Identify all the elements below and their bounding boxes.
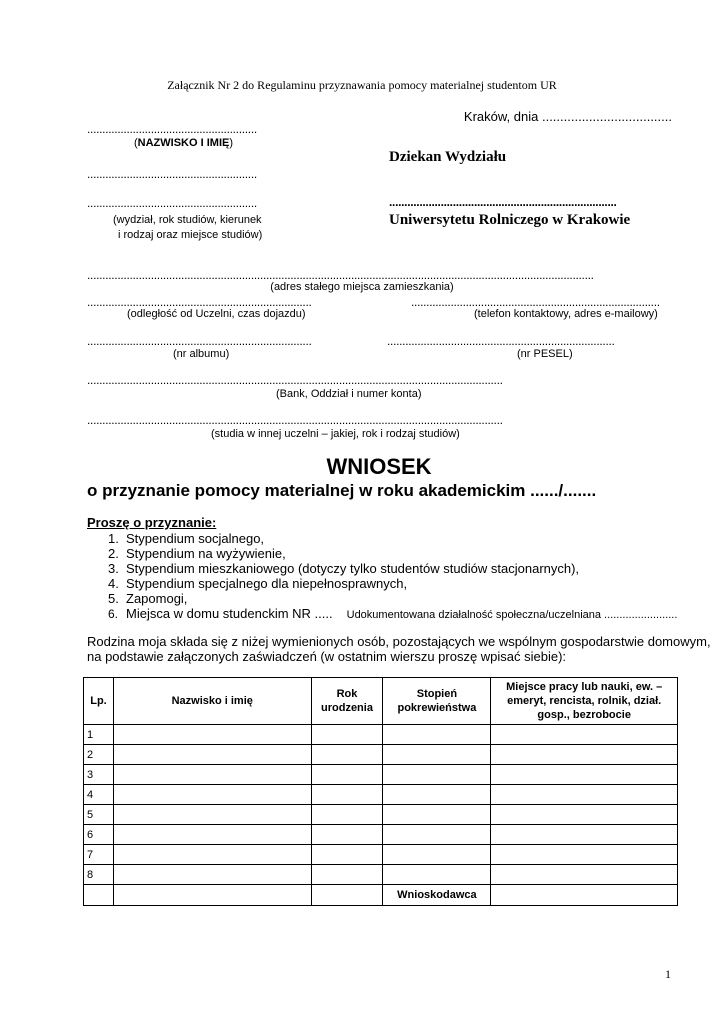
work-cell[interactable] — [491, 825, 678, 845]
row-number: 2 — [84, 745, 114, 765]
relation-cell[interactable] — [383, 785, 491, 805]
work-cell[interactable] — [491, 865, 678, 885]
year-cell[interactable] — [311, 765, 383, 785]
year-cell[interactable] — [311, 785, 383, 805]
row-number: 4 — [84, 785, 114, 805]
name-cell[interactable] — [113, 885, 311, 906]
year-cell[interactable] — [311, 885, 383, 906]
table-row — [84, 745, 678, 765]
address-label: (adres stałego miejsca zamieszkania) — [270, 281, 454, 293]
header-lp: Lp. — [84, 678, 114, 725]
request-list — [108, 531, 677, 623]
row-number: 7 — [84, 845, 114, 865]
bank-dots: ......................................................................................................................................... — [87, 373, 503, 387]
list-item: 6. Miejsca w domu studenckim NR ..... Udokumentowana działalność społeczna/uczelniana ........................ — [108, 606, 678, 621]
list-item: 5. Zapomogi, — [108, 591, 188, 606]
row-number: 6 — [84, 825, 114, 845]
relation-cell[interactable] — [383, 745, 491, 765]
table-row — [84, 845, 678, 865]
phone-dots: .................................................................................. — [411, 295, 660, 309]
year-cell[interactable] — [311, 725, 383, 745]
relation-cell[interactable] — [383, 765, 491, 785]
row-number: 1 — [84, 725, 114, 745]
header-relation: Stopień pokrewieństwa — [383, 678, 491, 725]
work-cell[interactable] — [491, 845, 678, 865]
year-cell[interactable] — [311, 865, 383, 885]
request-heading: Proszę o przyznanie: — [87, 515, 217, 530]
year-cell[interactable] — [311, 745, 383, 765]
name-cell[interactable] — [113, 865, 311, 885]
name-dots: ........................................................ — [87, 122, 257, 136]
family-table — [83, 677, 678, 906]
list-item: 1. Stypendium socjalnego, — [108, 531, 265, 546]
bank-label: (Bank, Oddział i numer konta) — [276, 388, 422, 400]
pesel-label: (nr PESEL) — [517, 348, 573, 360]
other-studies-label: (studia w innej uczelni – jakiej, rok i rodzaj studiów) — [211, 428, 460, 440]
table-row — [84, 725, 678, 745]
name-label: (NAZWISKO I IMIĘ) — [134, 137, 234, 149]
name-line2-dots: ........................................................ — [87, 167, 257, 181]
year-cell[interactable] — [311, 845, 383, 865]
page-number: 1 — [665, 967, 671, 981]
relation-cell[interactable] — [383, 805, 491, 825]
family-intro-line1: Rodzina moja składa się z niżej wymienionych osób, pozostających we wspólnym gospodarstwie domowym, — [87, 634, 711, 649]
document-subtitle: o przyznanie pomocy materialnej w roku akademickim ....../....... — [87, 481, 597, 500]
table-row — [84, 785, 678, 805]
work-cell[interactable] — [491, 725, 678, 745]
name-cell[interactable] — [113, 805, 311, 825]
row-number — [84, 885, 114, 906]
header-name: Nazwisko i imię — [113, 678, 311, 725]
row-number: 5 — [84, 805, 114, 825]
work-cell[interactable] — [491, 805, 678, 825]
work-cell[interactable] — [491, 785, 678, 805]
social-activity-note: Udokumentowana działalność społeczna/uczelniana ........................ — [346, 609, 678, 621]
list-item: 4. Stypendium specjalnego dla niepełnosprawnych, — [108, 576, 408, 591]
table-row — [84, 865, 678, 885]
work-cell[interactable] — [491, 765, 678, 785]
phone-label: (telefon kontaktowy, adres e-mailowy) — [474, 308, 658, 320]
list-item: 2. Stypendium na wyżywienie, — [108, 546, 286, 561]
relation-cell[interactable] — [383, 845, 491, 865]
distance-dots: .......................................................................... — [87, 295, 312, 309]
document-title: WNIOSEK — [326, 454, 432, 479]
table-row — [84, 805, 678, 825]
faculty-label-1: (wydział, rok studiów, kierunek — [113, 214, 262, 226]
table-row — [84, 825, 678, 845]
list-item: 3. Stypendium mieszkaniowego (dotyczy tylko studentów studiów stacjonarnych), — [108, 561, 580, 576]
relation-cell[interactable] — [383, 825, 491, 845]
faculty-dots: ........................................................ — [87, 196, 257, 210]
header-birth-year: Rok urodzenia — [311, 678, 383, 725]
work-cell[interactable] — [491, 745, 678, 765]
name-cell[interactable] — [113, 845, 311, 865]
place-date: Kraków, dnia .................................... — [463, 109, 672, 124]
address-dots: ....................................................................................................................................................................... — [87, 268, 594, 282]
family-intro-line2: na podstawie załączonych zaświadczeń (w ostatnim wierszu proszę wpisać siebie): — [87, 649, 567, 664]
addressee-dots: ........................................................................... — [389, 195, 617, 209]
name-cell[interactable] — [113, 785, 311, 805]
relation-cell[interactable] — [383, 865, 491, 885]
table-row — [84, 765, 678, 785]
other-studies-dots: ......................................................................................................................................... — [87, 413, 503, 427]
annex-header: Załącznik Nr 2 do Regulaminu przyznawania pomocy materialnej studentom UR — [167, 78, 557, 92]
table-header-row — [84, 678, 678, 725]
name-cell[interactable] — [113, 725, 311, 745]
name-cell[interactable] — [113, 745, 311, 765]
applicant-label: Wnioskodawca — [383, 885, 491, 906]
work-cell[interactable] — [491, 885, 678, 906]
year-cell[interactable] — [311, 805, 383, 825]
year-cell[interactable] — [311, 825, 383, 845]
faculty-label-2: i rodzaj oraz miejsce studiów) — [118, 229, 263, 241]
row-number: 8 — [84, 865, 114, 885]
row-number: 3 — [84, 765, 114, 785]
addressee-university: Uniwersytetu Rolniczego w Krakowie — [389, 212, 631, 228]
album-dots: .......................................................................... — [87, 334, 312, 348]
name-cell[interactable] — [113, 765, 311, 785]
album-label: (nr albumu) — [173, 348, 230, 360]
pesel-dots: ........................................................................... — [387, 334, 615, 348]
addressee-dean: Dziekan Wydziału — [389, 149, 507, 165]
table-row-applicant — [84, 885, 678, 906]
relation-cell[interactable] — [383, 725, 491, 745]
header-work: Miejsce pracy lub nauki, ew. – emeryt, rencista, rolnik, dział. gosp., bezrobocie — [491, 678, 678, 725]
distance-label: (odległość od Uczelni, czas dojazdu) — [127, 308, 306, 320]
name-cell[interactable] — [113, 825, 311, 845]
